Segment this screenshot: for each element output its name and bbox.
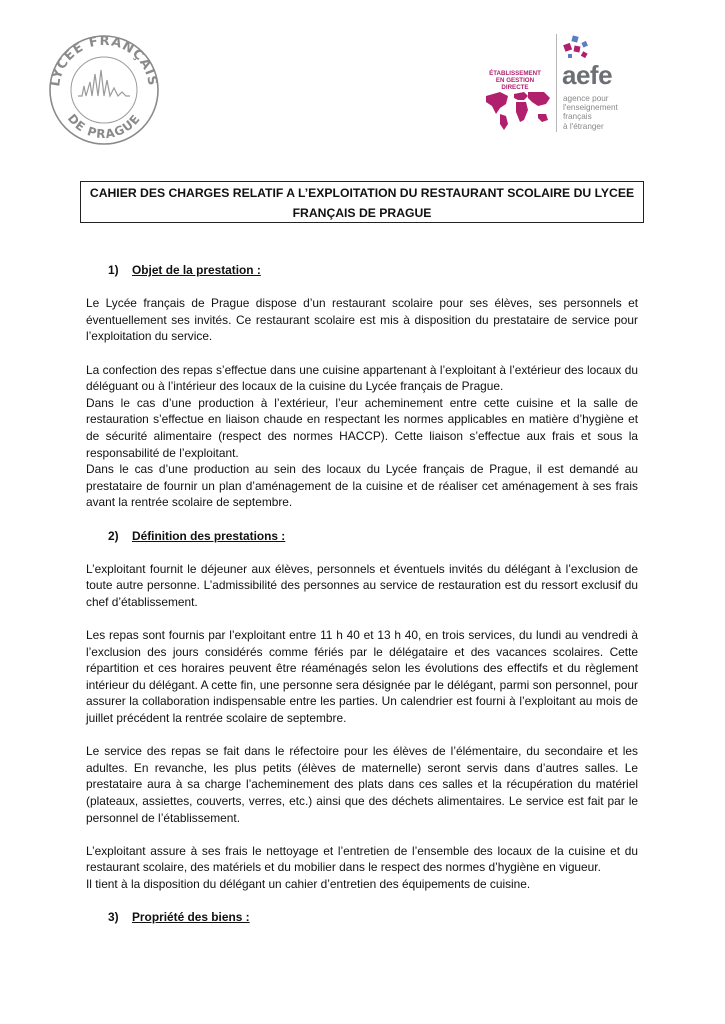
logo-separator xyxy=(556,34,557,132)
section-number: 3) xyxy=(108,910,119,925)
section-heading xyxy=(86,909,638,926)
world-map-icon xyxy=(484,88,552,132)
svg-text:LYCEE FRANÇAIS: LYCEE FRANÇAIS xyxy=(48,34,160,88)
paragraph: Le Lycée français de Prague dispose d’un restaurant scolaire pour ses élèves, ses personnels et éventuellement ses invités. Ce restaurant scolaire est mis à disposition du prestataire de service pour l’exploitation du service. xyxy=(86,296,638,344)
tagline-line: à l'étranger xyxy=(563,121,604,131)
aefe-blocks-icon xyxy=(562,32,596,62)
badge-line-1: ÉTABLISSEMENT xyxy=(489,70,541,77)
paragraph: Les repas sont fournis par l’exploitant entre 11 h 40 et 13 h 40, en trois services, du lundi au vendredi à l’exclusion des jours considérés comme fériés par le délégataire et des vacances scolaires. Cette répartition et ces horaires peuvent être réaménagés selon les évolutions des effectifs et du règlement intérieur du délégant. A cette fin, une personne sera désignée par le délégant, parmi son personnel, pour assurer la collaboration indispensable entre les parties. Un calendrier est fourni à l’exploitant au mois de juillet précédent la rentrée scolaire de septembre. xyxy=(86,628,638,726)
aefe-tagline xyxy=(563,94,618,131)
paragraph: La confection des repas s’effectue dans une cuisine appartenant à l’exploitant à l’extérieur des locaux du déléguant ou à l’intérieur des locaux de la cuisine du Lycée français de Prague. xyxy=(86,362,638,394)
section-title: Définition des prestations : xyxy=(132,528,286,543)
aefe-logo xyxy=(482,30,642,140)
paragraph: Il tient à la disposition du délégant un cahier d’entretien des équipements de cuisine. xyxy=(86,876,531,891)
paragraph: Dans le cas d’une production à l’extérieur, l’eur acheminement entre cette cuisine et la salle de restauration s’effectue en liaison chaude en respectant les normes applicables en matière d’hygiène et de sécurité alimentaire (respect des normes HACCP). Cette liaison s’effectue aux frais et sous la responsabilité de l’exploitant. xyxy=(86,395,638,460)
paragraph: Le service des repas se fait dans le réfectoire pour les élèves de l’élémentaire, du secondaire et les adultes. En revanche, les plus petits (élèves de maternelle) seront servis dans d’autres salles. Le prestataire aura à sa charge l’acheminement des plats dans ces salles et la récupération du matériel (plateaux, assiettes, couverts, verres, etc.) ainsi que des déchets alimentaires. Le service est fait par le personnel de l’établissement. xyxy=(86,744,638,825)
section-number: 2) xyxy=(108,528,119,543)
title-line-1: CAHIER DES CHARGES RELATIF A L’EXPLOITATION DU RESTAURANT SCOLAIRE DU LYCEE xyxy=(89,186,635,200)
svg-text:DE PRAGUE: DE PRAGUE xyxy=(64,111,144,142)
paragraph: L’exploitant assure à ses frais le nettoyage et l’entretien de l’ensemble des locaux de la cuisine et du restaurant scolaire, des matériels et du mobilier dans le respect des normes d’hygiène en vigueur. xyxy=(86,843,638,875)
tagline-line: l'enseignement xyxy=(563,103,618,113)
section-number: 1) xyxy=(108,263,119,277)
document-title xyxy=(80,181,644,223)
aefe-name: aefe xyxy=(562,60,613,90)
tagline-line: français xyxy=(563,112,592,122)
paragraph: Dans le cas d’une production au sein des locaux du Lycée français de Prague, il est demandé au prestataire de fournir un plan d’aménagement de la cuisine et de réaliser cet aménagement à ses frais avant la rentrée scolaire de septembre. xyxy=(86,462,638,510)
section-title: Objet de la prestation : xyxy=(132,263,261,277)
badge-line-2: EN GESTION DIRECTE xyxy=(495,77,535,91)
paragraph: L’exploitant fournit le déjeuner aux élèves, personnels et éventuels invités du délégant à l’exclusion de toute autre personne. L’admissibilité des personnes au service de restauration est du ressort exclusif du chef d’établissement. xyxy=(86,561,638,609)
section-heading xyxy=(86,262,638,279)
lycee-seal-logo xyxy=(48,34,160,146)
document-body xyxy=(86,262,638,942)
section-title: Propriété des biens : xyxy=(132,910,250,925)
tagline-line: agence pour xyxy=(563,94,609,103)
title-line-2: FRANÇAIS DE PRAGUE xyxy=(292,206,432,220)
section-heading xyxy=(86,528,638,545)
